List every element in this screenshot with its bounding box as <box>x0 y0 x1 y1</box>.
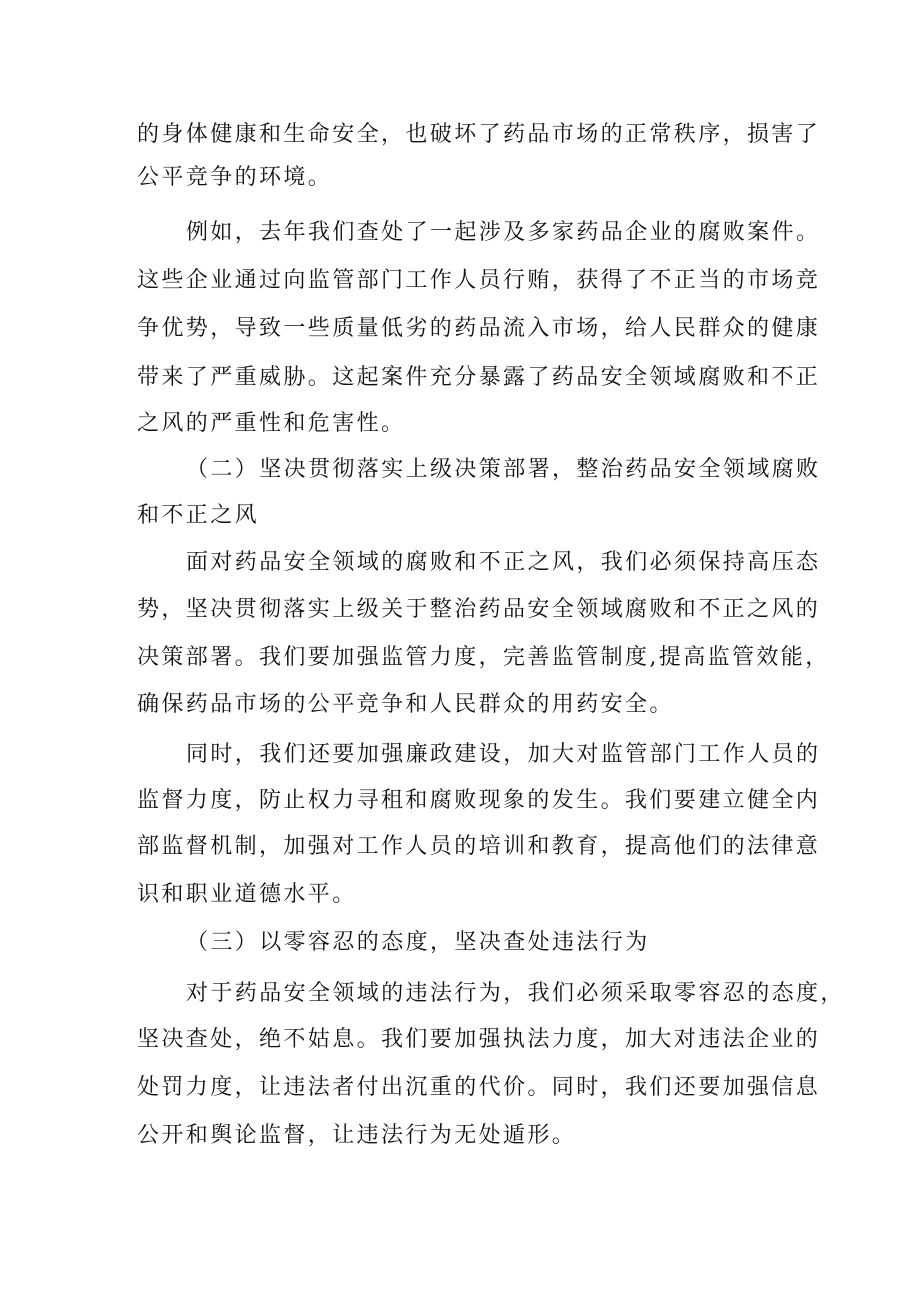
section-heading: （二）坚决贯彻落实上级决策部署，整治药品安全领域腐败 <box>186 457 821 482</box>
body-text-line: 势，坚决贯彻落实上级关于整治药品安全领域腐败和不正之风的 <box>137 597 821 622</box>
body-text-line: 部监督机制，加强对工作人员的培训和教育，提高他们的法律意 <box>137 834 821 859</box>
body-text-line: 监督力度，防止权力寻租和腐败现象的发生。我们要建立健全内 <box>137 788 821 813</box>
body-text-line: 决策部署。我们要加强监管力度，完善监管制度,提高监管效能， <box>137 645 830 670</box>
body-text-line: 处罚力度，让违法者付出沉重的代价。同时，我们还要加强信息 <box>137 1075 821 1100</box>
body-text-line: 之风的严重性和危害性。 <box>137 411 406 436</box>
body-text-line: 确保药品市场的公平竞争和人民群众的用药安全。 <box>137 692 674 717</box>
body-text-line: 公平竞争的环境。 <box>137 165 333 190</box>
body-text-line: 坚决查处，绝不姑息。我们要加强执法力度，加大对违法企业的 <box>137 1027 821 1052</box>
body-text-line: 的身体健康和生命安全，也破坏了药品市场的正常秩序，损害了 <box>137 122 821 147</box>
section-heading: （三）以零容忍的态度，坚决查处违法行为 <box>186 930 650 955</box>
paragraph-first-line: 面对药品安全领域的腐败和不正之风，我们必须保持高压态 <box>186 550 821 575</box>
body-text-line: 公开和舆论监督，让违法行为无处遁形。 <box>137 1123 577 1148</box>
paragraph-first-line: 对于药品安全领域的违法行为，我们必须采取零容忍的态度， <box>186 981 845 1006</box>
body-text-line: 这些企业通过向监管部门工作人员行贿，获得了不正当的市场竞 <box>137 268 821 293</box>
body-text-line: 带来了严重威胁。这起案件充分暴露了药品安全领域腐败和不正 <box>137 365 821 390</box>
body-text-line: 争优势，导致一些质量低劣的药品流入市场，给人民群众的健康 <box>137 316 821 341</box>
body-text-line: 识和职业道德水平。 <box>137 882 357 907</box>
section-heading: 和不正之风 <box>137 503 260 528</box>
paragraph-first-line: 同时，我们还要加强廉政建设，加大对监管部门工作人员的 <box>186 742 821 767</box>
paragraph-first-line: 例如，去年我们查处了一起涉及多家药品企业的腐败案件。 <box>186 220 821 245</box>
